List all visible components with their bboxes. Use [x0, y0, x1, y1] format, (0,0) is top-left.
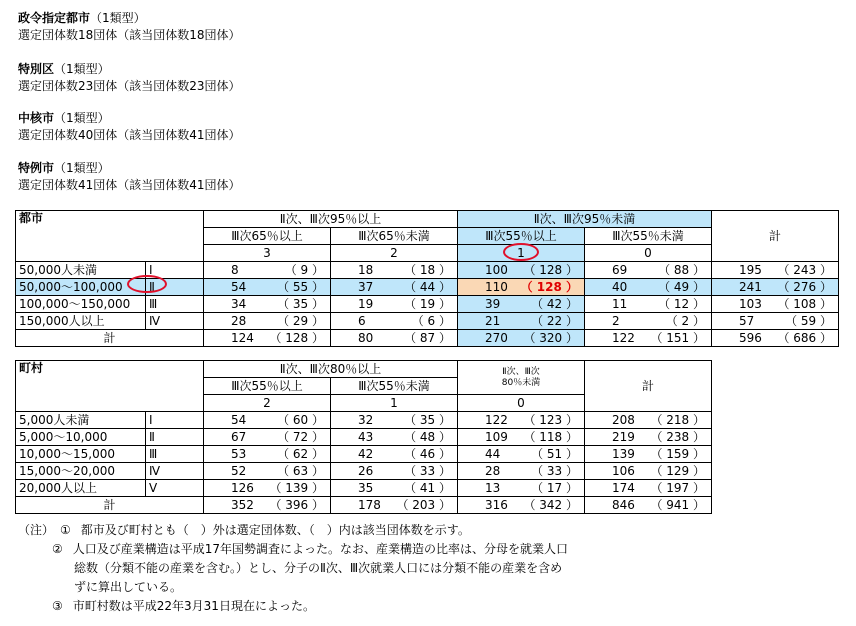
section-title: 特例市 — [18, 161, 55, 175]
city-type-number: 3 — [204, 245, 331, 262]
cell-count: 39 — [458, 296, 515, 313]
cell-paren: （ 159 ） — [642, 446, 712, 463]
city-type-number: 2 — [331, 245, 458, 262]
cell-count: 241 — [712, 279, 769, 296]
cell-count: 13 — [458, 480, 515, 497]
cell-count: 37 — [331, 279, 388, 296]
total-label: 計 — [16, 497, 204, 514]
note-2-line3: ずに算出している。 — [74, 580, 183, 594]
red-circle-annotation-rank-2 — [127, 275, 167, 293]
cell-count: 219 — [585, 429, 642, 446]
town-sub-header: Ⅲ次55％未満 — [331, 378, 458, 395]
town-type-number: 1 — [331, 395, 458, 412]
town-type-number: 2 — [204, 395, 331, 412]
cell-count: 35 — [331, 480, 388, 497]
cell-paren: （ 238 ） — [642, 429, 712, 446]
table-total-row — [16, 330, 839, 347]
cell-count: 270 — [458, 330, 515, 347]
cell-paren: （ 35 ） — [388, 412, 458, 429]
row-label: 5,000人未満 — [16, 412, 146, 429]
cell-count: 80 — [331, 330, 388, 347]
cell-paren: （ 18 ） — [388, 262, 458, 279]
cell-count: 69 — [585, 262, 642, 279]
cell-count: 109 — [458, 429, 515, 446]
city-type-number: 0 — [585, 245, 712, 262]
cell-count: 44 — [458, 446, 515, 463]
town-header-total: 計 — [585, 361, 712, 412]
cell-paren: （ 197 ） — [642, 480, 712, 497]
row-label: 100,000～150,000 — [16, 296, 146, 313]
cell-paren: （ 118 ） — [515, 429, 585, 446]
section-type: （1類型） — [90, 11, 146, 25]
cell-paren: （ 22 ） — [515, 313, 585, 330]
cell-paren: （ 342 ） — [515, 497, 585, 514]
cell-count: 40 — [585, 279, 642, 296]
row-label: 20,000人以上 — [16, 480, 146, 497]
section-type: （1類型） — [54, 62, 110, 76]
cell-count: 178 — [331, 497, 388, 514]
cell-count: 124 — [204, 330, 261, 347]
cell-count: 52 — [204, 463, 261, 480]
city-sub-header: Ⅲ次65％以上 — [204, 228, 331, 245]
cell-count: 34 — [204, 296, 261, 313]
row-label: 5,000～10,000 — [16, 429, 146, 446]
section-text: 選定団体数18団体（該当団体数18団体） — [18, 28, 241, 42]
cell-count: 57 — [712, 313, 769, 330]
city-corner: 都市 — [16, 211, 204, 262]
notes-prefix: （注） — [18, 523, 55, 537]
table-row — [16, 446, 712, 463]
section-text: 選定団体数41団体（該当団体数41団体） — [18, 178, 241, 192]
total-label: 計 — [16, 330, 204, 347]
section-type: （1類型） — [54, 161, 110, 175]
section-title: 中核市 — [18, 111, 55, 125]
cell-paren: （ 17 ） — [515, 480, 585, 497]
note-3-mark: ③ — [52, 599, 63, 613]
city-header-total: 計 — [712, 211, 839, 262]
cell-paren-selected: （ 128 ） — [515, 279, 585, 296]
town-header-80-over: Ⅱ次、Ⅲ次80％以上 — [204, 361, 458, 378]
cell-paren: （ 46 ） — [388, 446, 458, 463]
cell-count: 122 — [458, 412, 515, 429]
table-row — [16, 296, 839, 313]
cell-count: 316 — [458, 497, 515, 514]
cell-paren: （ 128 ） — [261, 330, 331, 347]
cell-paren: （ 19 ） — [388, 296, 458, 313]
cell-paren: （ 55 ） — [261, 279, 331, 296]
note-1-mark: ① — [60, 523, 71, 537]
note-1-text: 都市及び町村とも（ ）外は選定団体数、（ ）内は該当団体数を示す。 — [80, 523, 470, 537]
cell-paren: （ 48 ） — [388, 429, 458, 446]
cell-count: 19 — [331, 296, 388, 313]
note-3-text: 市町村数は平成22年3月31日現在によった。 — [72, 599, 315, 613]
cell-paren: （ 41 ） — [388, 480, 458, 497]
row-rank: Ⅰ — [146, 262, 204, 279]
cell-count: 53 — [204, 446, 261, 463]
row-rank: Ⅰ — [146, 412, 204, 429]
row-rank: Ⅲ — [146, 446, 204, 463]
cell-count: 106 — [585, 463, 642, 480]
cell-paren: （ 218 ） — [642, 412, 712, 429]
cell-paren: （ 128 ） — [515, 262, 585, 279]
cell-paren: （ 60 ） — [261, 412, 331, 429]
cell-paren: （ 72 ） — [261, 429, 331, 446]
row-label: 15,000～20,000 — [16, 463, 146, 480]
cell-count: 28 — [204, 313, 261, 330]
cell-paren: （ 151 ） — [642, 330, 712, 347]
city-sub-header: Ⅲ次65％未満 — [331, 228, 458, 245]
town-table — [15, 360, 712, 514]
row-rank: Ⅱ — [146, 279, 204, 296]
cell-paren: （ 2 ） — [642, 313, 712, 330]
town-type-number: 0 — [458, 395, 585, 412]
cell-paren: （ 42 ） — [515, 296, 585, 313]
cell-count-selected: 110 — [458, 279, 515, 296]
row-rank: Ⅳ — [146, 313, 204, 330]
cell-count: 42 — [331, 446, 388, 463]
section-text: 選定団体数23団体（該当団体数23団体） — [18, 79, 241, 93]
cell-paren: （ 87 ） — [388, 330, 458, 347]
red-circle-annotation-type-1 — [503, 243, 539, 261]
cell-paren: （ 6 ） — [388, 313, 458, 330]
cell-paren: （ 35 ） — [261, 296, 331, 313]
cell-paren: （ 9 ） — [261, 262, 331, 279]
section-special-wards — [18, 61, 241, 95]
cell-count: 6 — [331, 313, 388, 330]
cell-count: 32 — [331, 412, 388, 429]
town-corner: 町村 — [16, 361, 204, 412]
section-core-cities — [18, 110, 241, 144]
row-label: 50,000人未満 — [16, 262, 146, 279]
cell-paren: （ 33 ） — [388, 463, 458, 480]
cell-count: 100 — [458, 262, 515, 279]
row-rank: Ⅳ — [146, 463, 204, 480]
cell-paren: （ 29 ） — [261, 313, 331, 330]
cell-paren: （ 203 ） — [388, 497, 458, 514]
note-2-mark: ② — [52, 542, 63, 556]
cell-paren: （ 49 ） — [642, 279, 712, 296]
cell-paren: （ 396 ） — [261, 497, 331, 514]
table-row — [16, 313, 839, 330]
section-type: （1類型） — [54, 111, 110, 125]
cell-count: 21 — [458, 313, 515, 330]
section-special-cities — [18, 160, 241, 194]
cell-count: 11 — [585, 296, 642, 313]
table-row — [16, 463, 712, 480]
note-3 — [18, 597, 568, 616]
cell-count: 195 — [712, 262, 769, 279]
section-text: 選定団体数40団体（該当団体数41団体） — [18, 128, 241, 142]
cell-count: 54 — [204, 412, 261, 429]
cell-paren: （ 62 ） — [261, 446, 331, 463]
cell-count: 208 — [585, 412, 642, 429]
town-header-80-under-line2: 80％未満 — [501, 377, 541, 388]
cell-count: 174 — [585, 480, 642, 497]
cell-paren: （ 108 ） — [769, 296, 839, 313]
town-header-80-under-line1: Ⅱ次、Ⅲ次 — [502, 366, 540, 377]
section-title: 特別区 — [18, 62, 55, 76]
note-1 — [18, 521, 568, 540]
town-header-80-under — [458, 361, 585, 395]
note-2-line2: 総数（分類不能の産業を含む。）とし、分子のⅡ次、Ⅲ次就業人口には分類不能の産業を含め — [74, 561, 563, 575]
cell-paren: （ 12 ） — [642, 296, 712, 313]
cell-paren: （ 320 ） — [515, 330, 585, 347]
row-label: 50,000～100,000 — [16, 279, 146, 296]
cell-paren: （ 44 ） — [388, 279, 458, 296]
city-type-number: 1 — [458, 245, 585, 262]
city-sub-header: Ⅲ次55％未満 — [585, 228, 712, 245]
cell-paren: （ 276 ） — [769, 279, 839, 296]
cell-count: 846 — [585, 497, 642, 514]
table-row — [16, 412, 712, 429]
cell-count: 54 — [204, 279, 261, 296]
cell-paren: （ 59 ） — [769, 313, 839, 330]
cell-paren: （ 88 ） — [642, 262, 712, 279]
note-2-line1: 人口及び産業構造は平成17年国勢調査によった。なお、産業構造の比率は、分母を就業人口 — [72, 542, 569, 556]
cell-count: 352 — [204, 497, 261, 514]
cell-paren: （ 243 ） — [769, 262, 839, 279]
table-row — [16, 429, 712, 446]
city-sub-header: Ⅲ次55％以上 — [458, 228, 585, 245]
cell-paren: （ 33 ） — [515, 463, 585, 480]
row-rank: Ⅱ — [146, 429, 204, 446]
city-header-95-under: Ⅱ次、Ⅲ次95％未満 — [458, 211, 712, 228]
cell-count: 28 — [458, 463, 515, 480]
row-label: 150,000人以上 — [16, 313, 146, 330]
cell-paren: （ 63 ） — [261, 463, 331, 480]
row-rank: Ⅴ — [146, 480, 204, 497]
row-rank: Ⅲ — [146, 296, 204, 313]
cell-paren: （ 686 ） — [769, 330, 839, 347]
cell-paren: （ 139 ） — [261, 480, 331, 497]
cell-paren: （ 941 ） — [642, 497, 712, 514]
cell-count: 43 — [331, 429, 388, 446]
cell-paren: （ 123 ） — [515, 412, 585, 429]
table-row — [16, 480, 712, 497]
cell-count: 139 — [585, 446, 642, 463]
section-title: 政令指定都市 — [18, 11, 91, 25]
town-sub-header: Ⅲ次55％以上 — [204, 378, 331, 395]
cell-count: 8 — [204, 262, 261, 279]
cell-count: 126 — [204, 480, 261, 497]
city-header-95-over: Ⅱ次、Ⅲ次95％以上 — [204, 211, 458, 228]
cell-count: 122 — [585, 330, 642, 347]
cell-count: 26 — [331, 463, 388, 480]
section-designated-cities — [18, 10, 241, 44]
note-2 — [18, 540, 568, 559]
row-label: 10,000～15,000 — [16, 446, 146, 463]
table-total-row — [16, 497, 712, 514]
cell-count: 67 — [204, 429, 261, 446]
cell-paren: （ 129 ） — [642, 463, 712, 480]
cell-count: 18 — [331, 262, 388, 279]
cell-paren: （ 51 ） — [515, 446, 585, 463]
cell-count: 103 — [712, 296, 769, 313]
cell-count: 596 — [712, 330, 769, 347]
cell-count: 2 — [585, 313, 642, 330]
notes — [18, 521, 568, 616]
